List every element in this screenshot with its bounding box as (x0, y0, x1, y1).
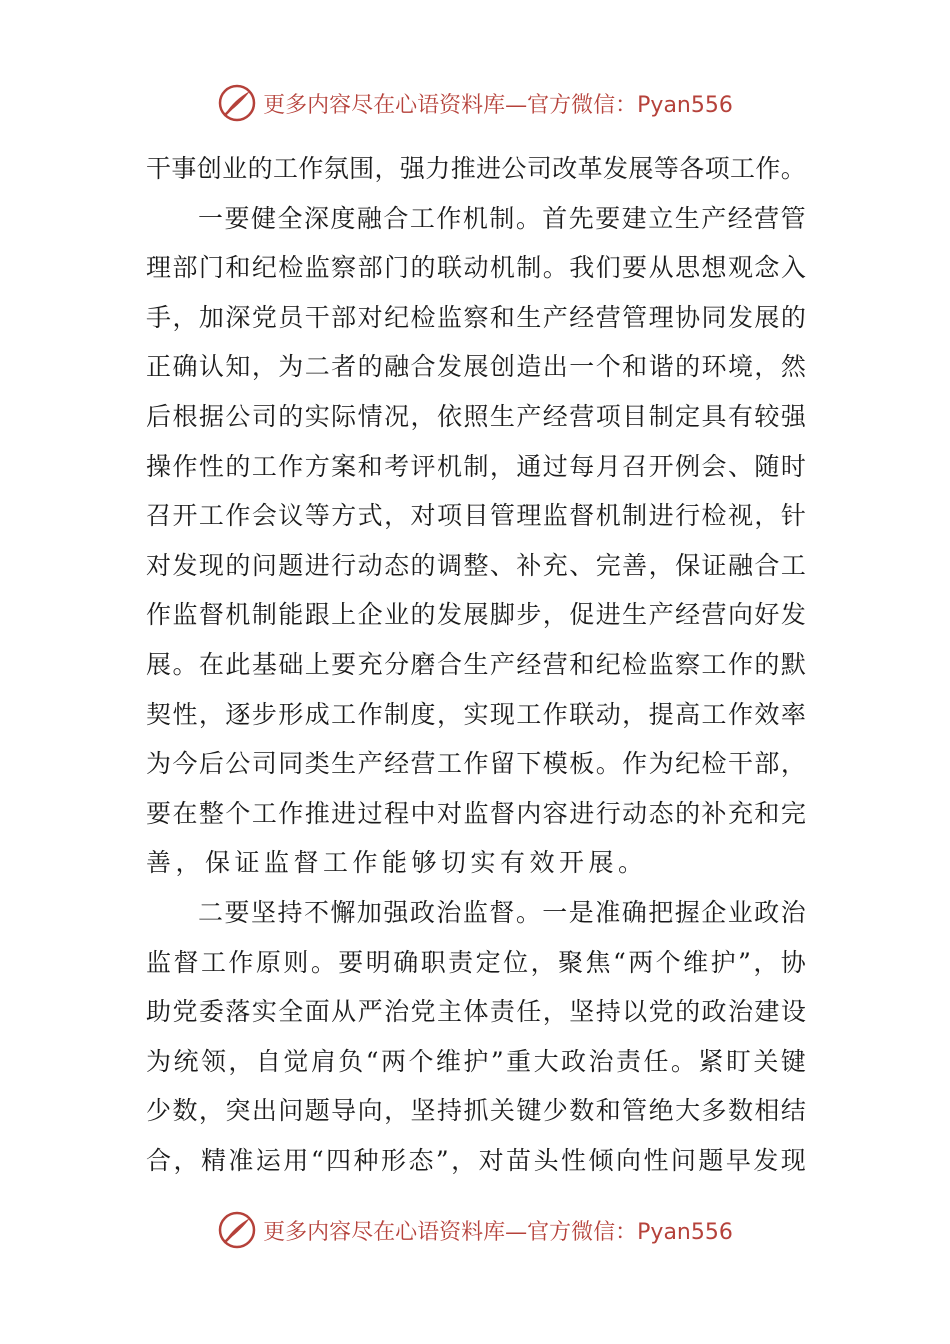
text-line: 作 监 督 机 制 能 跟 上 企 业 的 发 展 脚 步 ， 促 进 生 产 经 营 向 好 发 (146, 600, 806, 630)
text-line: 手 ， 加 深 党 员 干 部 对 纪 检 监 察 和 生 产 经 营 管 理 协 同 发 展 的 (146, 302, 806, 332)
text-line: 二 要 坚 持 不 懈 加 强 政 治 监 督 。 一 是 准 确 把 握 企 业 政 治 (198, 897, 806, 927)
text-line: 善，保证监督工作能够切实有效开展。 (146, 848, 648, 878)
text-line: 展 。 在 此 基 础 上 要 充 分 磨 合 生 产 经 营 和 纪 检 监 察 工 作 的 默 (146, 649, 806, 679)
footer-banner-text: 更多内容尽在心语资料库—官方微信：Pyan556 (263, 1219, 733, 1245)
document-body (146, 144, 806, 1185)
text-line: 对 发 现 的 问 题 进 行 动 态 的 调 整 、 补 充 、 完 善 ， 保 证 融 合 工 (146, 550, 806, 580)
text-line: 后 根 据 公 司 的 实 际 情 况 ， 依 照 生 产 经 营 项 目 制 定 具 有 较 强 (146, 401, 806, 431)
text-line: 要 在 整 个 工 作 推 进 过 程 中 对 监 督 内 容 进 行 动 态 的 补 充 和 完 (146, 798, 806, 828)
text-line: 召 开 工 作 会 议 等 方 式 ， 对 项 目 管 理 监 督 机 制 进 行 检 视 ， 针 (146, 501, 806, 531)
header-banner (0, 78, 950, 128)
text-line: 为 今 后 公 司 同 类 生 产 经 营 工 作 留 下 模 板 。 作 为 纪 检 干 部 ， (146, 749, 806, 779)
text-line: 正 确 认 知 ， 为 二 者 的 融 合 发 展 创 造 出 一 个 和 谐 的 环 境 ， 然 (146, 352, 806, 382)
text-line: 助 党 委 落 实 全 面 从 严 治 党 主 体 责 任 ， 坚 持 以 党 的 政 治 建 设 (146, 997, 806, 1027)
footer-banner (0, 1205, 950, 1255)
text-line: 契 性 ， 逐 步 形 成 工 作 制 度 ， 实 现 工 作 联 动 ， 提 高 工 作 效 率 (146, 699, 806, 729)
text-line: 合 ， 精 准 运 用 “ 四 种 形 态 ” ， 对 苗 头 性 倾 向 性 问 题 早 发 现 (146, 1145, 806, 1175)
text-line: 一 要 健 全 深 度 融 合 工 作 机 制 。 首 先 要 建 立 生 产 经 营 管 (198, 203, 806, 233)
text-line: 操 作 性 的 工 作 方 案 和 考 评 机 制 ， 通 过 每 月 召 开 例 会 、 随 时 (146, 451, 806, 481)
quill-logo-icon (217, 83, 257, 123)
text-line: 理 部 门 和 纪 检 监 察 部 门 的 联 动 机 制 。 我 们 要 从 思 想 观 念 入 (146, 253, 806, 283)
quill-logo-icon (217, 1210, 257, 1250)
text-line: 为 统 领 ， 自 觉 肩 负 “ 两 个 维 护 ” 重 大 政 治 责 任 。 紧 盯 关 键 (146, 1046, 806, 1076)
header-banner-text: 更多内容尽在心语资料库—官方微信：Pyan556 (263, 92, 733, 118)
text-line: 少 数 ， 突 出 问 题 导 向 ， 坚 持 抓 关 键 少 数 和 管 绝 大 多 数 相 结 (146, 1096, 806, 1126)
text-line: 干 事 创 业 的 工 作 氛 围 ， 强 力 推 进 公 司 改 革 发 展 等 各 项 工 作 。 (146, 154, 806, 183)
text-line: 监 督 工 作 原 则 。 要 明 确 职 责 定 位 ， 聚 焦 “ 两 个 维 护 ” ， 协 (146, 947, 806, 977)
